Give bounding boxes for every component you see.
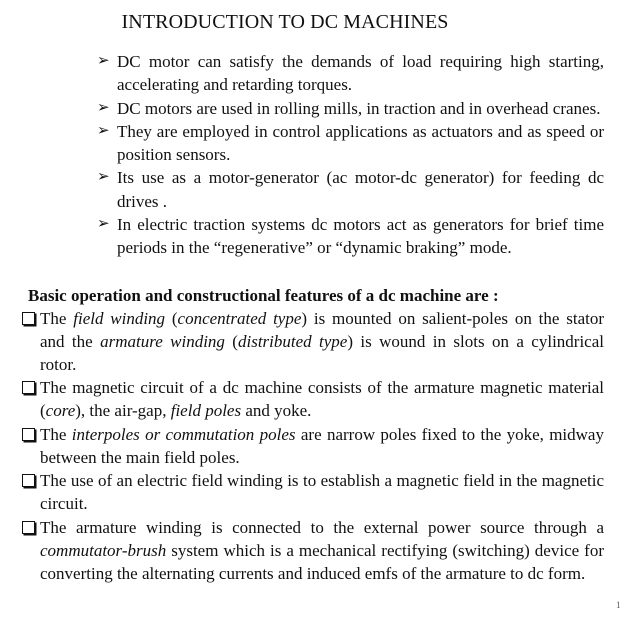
intro-bullet xyxy=(97,97,604,120)
bullet-text: The magnetic circuit of a dc machine consists of the armature magnetic material ( xyxy=(40,378,604,421)
bullet-text: ( xyxy=(224,331,238,351)
feature-bullet-list xyxy=(22,307,604,585)
arrow-bullet-icon: ➢ xyxy=(97,53,110,69)
bullet-text: They are employed in control applications as actuators and as speed or position sensors. xyxy=(117,121,604,165)
bullet-text: ) is mounted on salient-poles on the stator and the xyxy=(40,308,605,351)
bullet-text: Its use as a motor-generator (ac motor-dc generator) for feeding dc drives . xyxy=(117,168,604,211)
intro-bullet xyxy=(97,50,604,97)
slide-title: INTRODUCTION TO DC MACHINES xyxy=(121,11,449,33)
page-number: 1 xyxy=(616,600,621,610)
italic-term: distributed type xyxy=(237,331,348,351)
feature-bullet xyxy=(22,469,604,515)
intro-bullet xyxy=(97,120,604,167)
italic-term: core xyxy=(45,401,76,421)
bullet-text: ( xyxy=(165,308,178,328)
intro-bullet xyxy=(97,166,604,213)
feature-bullet xyxy=(22,376,604,422)
bullet-text: DC motor can satisfy the demands of load requiring high starting, accelerating and retarding torques. xyxy=(117,52,604,95)
italic-term: interpoles or commutation poles xyxy=(71,424,296,444)
bullet-text: The use of an electric field winding is to establish a magnetic field in the magnetic circuit. xyxy=(40,471,604,514)
square-bullet-icon xyxy=(22,428,35,441)
square-bullet-icon xyxy=(22,312,35,325)
bullet-text: The armature winding is connected to the external power source through a xyxy=(40,517,604,537)
feature-bullet xyxy=(22,423,604,469)
intro-bullet xyxy=(97,213,604,260)
arrow-bullet-icon: ➢ xyxy=(97,99,110,116)
arrow-bullet-icon: ➢ xyxy=(97,169,110,186)
bullet-text: are narrow poles fixed to the yoke, midway between the main field poles. xyxy=(40,424,604,467)
bullet-text: The xyxy=(40,308,74,328)
arrow-bullet-icon: ➢ xyxy=(97,122,110,139)
arrow-bullet-icon: ➢ xyxy=(97,216,110,233)
bullet-text: The xyxy=(40,424,72,444)
feature-bullet xyxy=(22,516,604,586)
italic-term: field poles xyxy=(170,401,242,421)
bullet-text: system which is a mechanical rectifying (switching) device for converting the alternating currents and induced emfs of the armature to dc form. xyxy=(40,540,604,583)
section-heading: Basic operation and constructional features of a dc machine are : xyxy=(28,285,499,305)
italic-term: armature winding xyxy=(100,331,225,351)
bullet-text: ) is wound in slots on a cylindrical rotor. xyxy=(40,331,604,375)
bullet-text: DC motors are used in rolling mills, in traction and in overhead cranes. xyxy=(117,98,601,118)
bullet-text: ), the air-gap, xyxy=(75,401,171,421)
square-bullet-icon xyxy=(22,474,35,487)
italic-term: concentrated type xyxy=(177,308,302,328)
bullet-text: In electric traction systems dc motors act as generators for brief time periods in the “regenerative” or “dynamic braking” mode. xyxy=(117,215,604,258)
feature-bullet xyxy=(22,307,604,377)
square-bullet-icon xyxy=(22,381,35,394)
italic-term: commutator-brush xyxy=(40,540,167,560)
italic-term: field winding xyxy=(73,308,166,328)
square-bullet-icon xyxy=(22,521,35,534)
intro-bullet-list xyxy=(97,50,604,260)
bullet-text: and yoke. xyxy=(241,401,312,421)
